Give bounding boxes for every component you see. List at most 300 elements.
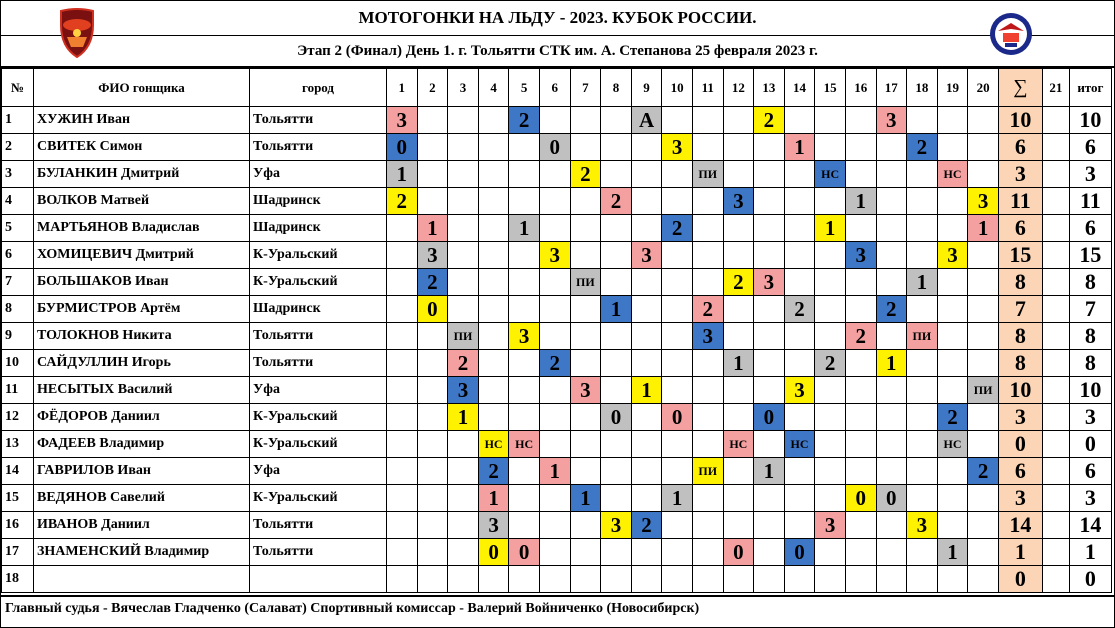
rider-sum: 6: [998, 458, 1042, 485]
rider-row: [2, 512, 1112, 539]
heat-result-cell: 0: [876, 485, 907, 512]
heat-21-cell: [1042, 458, 1069, 485]
rider-city: К-Уральский: [250, 485, 387, 512]
heat-empty-cell: [387, 323, 418, 350]
heat-empty-cell: [417, 512, 448, 539]
header-heat: 17: [876, 69, 907, 107]
heat-empty-cell: [968, 485, 999, 512]
heat-empty-cell: [448, 458, 479, 485]
heat-empty-cell: [784, 107, 815, 134]
heat-result-cell: 1: [907, 269, 938, 296]
heat-empty-cell: [631, 296, 662, 323]
heat-empty-cell: [601, 107, 632, 134]
rider-name: ЗНАМЕНСКИЙ Владимир: [34, 539, 250, 566]
heat-result-cell: 3: [907, 512, 938, 539]
heat-21-cell: [1042, 296, 1069, 323]
heat-empty-cell: [815, 269, 846, 296]
heat-empty-cell: [937, 323, 968, 350]
heat-result-cell: 3: [417, 242, 448, 269]
heat-result-cell: ПИ: [968, 377, 999, 404]
heat-empty-cell: [754, 134, 785, 161]
heat-empty-cell: [631, 161, 662, 188]
heat-empty-cell: [845, 134, 876, 161]
heat-result-cell: 2: [539, 350, 570, 377]
heat-empty-cell: [448, 242, 479, 269]
heat-result-cell: 2: [784, 296, 815, 323]
heat-empty-cell: [876, 269, 907, 296]
heat-empty-cell: [478, 566, 509, 593]
heat-empty-cell: [539, 188, 570, 215]
heat-empty-cell: [784, 269, 815, 296]
heat-empty-cell: [692, 566, 723, 593]
heat-empty-cell: [387, 269, 418, 296]
heat-empty-cell: [448, 485, 479, 512]
heat-21-cell: [1042, 242, 1069, 269]
heat-empty-cell: [570, 458, 601, 485]
heat-empty-cell: [692, 134, 723, 161]
heat-empty-cell: [570, 512, 601, 539]
heat-empty-cell: [815, 323, 846, 350]
heat-empty-cell: [539, 107, 570, 134]
heat-empty-cell: [509, 296, 540, 323]
heat-result-cell: 3: [662, 134, 693, 161]
rider-total: 8: [1069, 269, 1111, 296]
rider-row: [2, 458, 1112, 485]
rider-total: 14: [1069, 512, 1111, 539]
rider-total: 8: [1069, 350, 1111, 377]
heat-empty-cell: [448, 134, 479, 161]
heat-empty-cell: [937, 485, 968, 512]
heat-empty-cell: [815, 485, 846, 512]
rider-sum: 3: [998, 404, 1042, 431]
heat-empty-cell: [509, 242, 540, 269]
heat-empty-cell: [723, 404, 754, 431]
heat-empty-cell: [570, 404, 601, 431]
heat-result-cell: 0: [601, 404, 632, 431]
heat-empty-cell: [692, 404, 723, 431]
heat-empty-cell: [417, 134, 448, 161]
heat-result-cell: 1: [478, 485, 509, 512]
heat-empty-cell: [448, 539, 479, 566]
heat-empty-cell: [387, 242, 418, 269]
heat-empty-cell: [539, 296, 570, 323]
heat-empty-cell: [448, 215, 479, 242]
heat-empty-cell: [876, 566, 907, 593]
heat-empty-cell: [631, 485, 662, 512]
rider-row: [2, 377, 1112, 404]
heat-empty-cell: [723, 242, 754, 269]
heat-empty-cell: [784, 512, 815, 539]
heat-result-cell: 3: [845, 242, 876, 269]
heat-empty-cell: [478, 188, 509, 215]
rider-name: ТОЛОКНОВ Никита: [34, 323, 250, 350]
header-row: [2, 69, 1112, 107]
heat-21-cell: [1042, 377, 1069, 404]
heat-empty-cell: [509, 161, 540, 188]
heat-result-cell: 0: [539, 134, 570, 161]
heat-empty-cell: [723, 161, 754, 188]
heat-result-cell: 1: [601, 296, 632, 323]
rider-name: СВИТЕК Симон: [34, 134, 250, 161]
heat-result-cell: НС: [937, 161, 968, 188]
heat-empty-cell: [601, 161, 632, 188]
rider-total: 3: [1069, 161, 1111, 188]
rider-sum: 15: [998, 242, 1042, 269]
heat-empty-cell: [539, 566, 570, 593]
heat-empty-cell: [692, 431, 723, 458]
heat-result-cell: 1: [815, 215, 846, 242]
heat-empty-cell: [907, 566, 938, 593]
rider-city: К-Уральский: [250, 242, 387, 269]
heat-empty-cell: [692, 539, 723, 566]
heat-empty-cell: [417, 107, 448, 134]
rider-name: САЙДУЛЛИН Игорь: [34, 350, 250, 377]
heat-empty-cell: [601, 458, 632, 485]
heat-result-cell: НС: [478, 431, 509, 458]
heat-empty-cell: [631, 134, 662, 161]
heat-empty-cell: [570, 215, 601, 242]
heat-empty-cell: [692, 377, 723, 404]
rider-number: 5: [2, 215, 34, 242]
heat-empty-cell: [387, 539, 418, 566]
heat-result-cell: 0: [662, 404, 693, 431]
heat-empty-cell: [417, 539, 448, 566]
heat-result-cell: 0: [723, 539, 754, 566]
heat-empty-cell: [631, 350, 662, 377]
heat-empty-cell: [845, 539, 876, 566]
rider-row: [2, 431, 1112, 458]
rider-number: 7: [2, 269, 34, 296]
heat-empty-cell: [815, 296, 846, 323]
heat-empty-cell: [539, 404, 570, 431]
heat-empty-cell: [478, 323, 509, 350]
heat-result-cell: 0: [754, 404, 785, 431]
rider-sum: 0: [998, 431, 1042, 458]
heat-result-cell: 1: [448, 404, 479, 431]
rider-total: 1: [1069, 539, 1111, 566]
heat-result-cell: 0: [509, 539, 540, 566]
heat-empty-cell: [662, 188, 693, 215]
heat-empty-cell: [723, 107, 754, 134]
heat-empty-cell: [815, 539, 846, 566]
heat-empty-cell: [631, 269, 662, 296]
rider-number: 13: [2, 431, 34, 458]
heat-empty-cell: [448, 269, 479, 296]
header-heat: 3: [448, 69, 479, 107]
heat-result-cell: 2: [968, 458, 999, 485]
heat-21-cell: [1042, 323, 1069, 350]
heat-empty-cell: [876, 323, 907, 350]
heat-empty-cell: [845, 566, 876, 593]
heat-empty-cell: [509, 377, 540, 404]
heat-result-cell: 2: [417, 269, 448, 296]
heat-21-cell: [1042, 134, 1069, 161]
heat-empty-cell: [539, 269, 570, 296]
rider-sum: 6: [998, 134, 1042, 161]
heat-result-cell: 1: [509, 215, 540, 242]
heat-empty-cell: [448, 161, 479, 188]
heat-empty-cell: [601, 377, 632, 404]
heat-result-cell: 3: [448, 377, 479, 404]
heat-empty-cell: [845, 215, 876, 242]
heat-empty-cell: [723, 215, 754, 242]
heat-empty-cell: [601, 323, 632, 350]
rider-sum: 10: [998, 107, 1042, 134]
rider-row: [2, 350, 1112, 377]
heat-empty-cell: [815, 134, 846, 161]
heat-empty-cell: [478, 161, 509, 188]
page-subtitle: Этап 2 (Финал) День 1. г. Тольятти СТК им. А. Степанова 25 февраля 2023 г.: [1, 36, 1114, 68]
rider-sum: 7: [998, 296, 1042, 323]
heat-empty-cell: [754, 350, 785, 377]
rider-name: ХУЖИН Иван: [34, 107, 250, 134]
heat-empty-cell: [907, 296, 938, 323]
header-heat: 10: [662, 69, 693, 107]
rider-row: [2, 188, 1112, 215]
rider-name: БУРМИСТРОВ Артём: [34, 296, 250, 323]
heat-empty-cell: [570, 134, 601, 161]
header-heat: 15: [815, 69, 846, 107]
heat-empty-cell: [478, 134, 509, 161]
heat-empty-cell: [631, 539, 662, 566]
heat-empty-cell: [845, 377, 876, 404]
heat-result-cell: 1: [845, 188, 876, 215]
rider-city: Шадринск: [250, 296, 387, 323]
rider-row: [2, 323, 1112, 350]
heat-empty-cell: [478, 296, 509, 323]
heat-result-cell: 3: [968, 188, 999, 215]
heat-empty-cell: [601, 431, 632, 458]
rider-total: 10: [1069, 377, 1111, 404]
rider-sum: 14: [998, 512, 1042, 539]
heat-empty-cell: [937, 107, 968, 134]
heat-empty-cell: [968, 512, 999, 539]
heat-result-cell: 2: [815, 350, 846, 377]
heat-empty-cell: [662, 107, 693, 134]
heat-empty-cell: [417, 188, 448, 215]
heat-empty-cell: [937, 188, 968, 215]
heat-empty-cell: [723, 566, 754, 593]
rider-sum: 1: [998, 539, 1042, 566]
heat-empty-cell: [876, 377, 907, 404]
heat-empty-cell: [907, 377, 938, 404]
heat-empty-cell: [570, 296, 601, 323]
heat-empty-cell: [907, 242, 938, 269]
heat-result-cell: 2: [570, 161, 601, 188]
heat-result-cell: 2: [692, 296, 723, 323]
heat-21-cell: [1042, 404, 1069, 431]
heat-result-cell: 1: [539, 458, 570, 485]
heat-result-cell: 1: [631, 377, 662, 404]
heat-empty-cell: [907, 350, 938, 377]
rider-city: Уфа: [250, 377, 387, 404]
heat-empty-cell: [968, 134, 999, 161]
heat-empty-cell: [968, 431, 999, 458]
heat-empty-cell: [754, 161, 785, 188]
heat-empty-cell: [662, 269, 693, 296]
heat-empty-cell: [478, 350, 509, 377]
heat-empty-cell: [692, 242, 723, 269]
heat-empty-cell: [570, 431, 601, 458]
heat-empty-cell: [754, 188, 785, 215]
rider-sum: 0: [998, 566, 1042, 593]
heat-empty-cell: [448, 296, 479, 323]
rider-city: Тольятти: [250, 350, 387, 377]
heat-result-cell: НС: [784, 431, 815, 458]
heat-empty-cell: [723, 377, 754, 404]
heat-result-cell: 2: [876, 296, 907, 323]
heat-empty-cell: [876, 161, 907, 188]
rider-city: К-Уральский: [250, 269, 387, 296]
heat-result-cell: 2: [478, 458, 509, 485]
heat-empty-cell: [539, 377, 570, 404]
rider-row: [2, 566, 1112, 593]
header-heat: 16: [845, 69, 876, 107]
heat-empty-cell: [539, 512, 570, 539]
heat-result-cell: ПИ: [570, 269, 601, 296]
header-num: №: [2, 69, 34, 107]
heat-empty-cell: [845, 107, 876, 134]
heat-empty-cell: [907, 404, 938, 431]
rider-row: [2, 161, 1112, 188]
results-body: [2, 107, 1112, 593]
heat-result-cell: 1: [968, 215, 999, 242]
heat-empty-cell: [509, 134, 540, 161]
heat-empty-cell: [478, 404, 509, 431]
heat-empty-cell: [387, 512, 418, 539]
heat-empty-cell: [815, 107, 846, 134]
heat-empty-cell: [876, 512, 907, 539]
heat-empty-cell: [907, 539, 938, 566]
header-heat: 14: [784, 69, 815, 107]
heat-result-cell: 2: [448, 350, 479, 377]
heat-empty-cell: [754, 215, 785, 242]
heat-empty-cell: [876, 188, 907, 215]
heat-empty-cell: [387, 215, 418, 242]
heat-empty-cell: [876, 539, 907, 566]
rider-sum: 8: [998, 269, 1042, 296]
rider-number: 9: [2, 323, 34, 350]
heat-result-cell: 2: [631, 512, 662, 539]
heat-empty-cell: [937, 296, 968, 323]
heat-empty-cell: [968, 404, 999, 431]
heat-empty-cell: [387, 458, 418, 485]
heat-empty-cell: [539, 161, 570, 188]
heat-empty-cell: [876, 242, 907, 269]
rider-total: 0: [1069, 566, 1111, 593]
heat-empty-cell: [723, 323, 754, 350]
heat-empty-cell: [754, 323, 785, 350]
heat-empty-cell: [570, 350, 601, 377]
heat-result-cell: 0: [478, 539, 509, 566]
heat-empty-cell: [907, 431, 938, 458]
rider-number: 8: [2, 296, 34, 323]
heat-empty-cell: [662, 431, 693, 458]
heat-empty-cell: [478, 215, 509, 242]
header-heat: 6: [539, 69, 570, 107]
heat-empty-cell: [662, 161, 693, 188]
header-heat: 2: [417, 69, 448, 107]
rider-total: 0: [1069, 431, 1111, 458]
heat-empty-cell: [631, 404, 662, 431]
heat-result-cell: 1: [417, 215, 448, 242]
rider-number: 16: [2, 512, 34, 539]
heat-result-cell: НС: [723, 431, 754, 458]
header-sum: ∑: [998, 69, 1042, 107]
page-title: МОТОГОНКИ НА ЛЬДУ - 2023. КУБОК РОССИИ.: [1, 1, 1114, 36]
heat-empty-cell: [509, 512, 540, 539]
header-heat: 13: [754, 69, 785, 107]
heat-empty-cell: [509, 566, 540, 593]
header-heat: 19: [937, 69, 968, 107]
heat-result-cell: 2: [907, 134, 938, 161]
rider-row: [2, 296, 1112, 323]
heat-empty-cell: [509, 188, 540, 215]
heat-empty-cell: [876, 404, 907, 431]
heat-21-cell: [1042, 566, 1069, 593]
heat-empty-cell: [784, 350, 815, 377]
heat-empty-cell: [692, 269, 723, 296]
heat-empty-cell: [631, 566, 662, 593]
heat-empty-cell: [387, 296, 418, 323]
heat-empty-cell: [784, 161, 815, 188]
heat-result-cell: 0: [845, 485, 876, 512]
heat-empty-cell: [754, 566, 785, 593]
rider-total: 11: [1069, 188, 1111, 215]
event-logo: [53, 7, 101, 59]
heat-result-cell: 1: [937, 539, 968, 566]
heat-empty-cell: [968, 242, 999, 269]
heat-empty-cell: [723, 512, 754, 539]
heat-empty-cell: [662, 458, 693, 485]
heat-empty-cell: [417, 377, 448, 404]
rider-city: Тольятти: [250, 323, 387, 350]
rider-name: ХОМИЦЕВИЧ Дмитрий: [34, 242, 250, 269]
heat-empty-cell: [754, 296, 785, 323]
heat-empty-cell: [509, 350, 540, 377]
heat-empty-cell: [448, 566, 479, 593]
heat-empty-cell: [845, 350, 876, 377]
rider-row: [2, 134, 1112, 161]
heat-empty-cell: [417, 485, 448, 512]
heat-result-cell: 3: [478, 512, 509, 539]
heat-result-cell: А: [631, 107, 662, 134]
heat-empty-cell: [539, 323, 570, 350]
rider-city: Тольятти: [250, 512, 387, 539]
heat-result-cell: НС: [815, 161, 846, 188]
heat-empty-cell: [754, 377, 785, 404]
rider-row: [2, 107, 1112, 134]
heat-empty-cell: [387, 377, 418, 404]
rider-number: 17: [2, 539, 34, 566]
heat-21-cell: [1042, 512, 1069, 539]
heat-empty-cell: [692, 215, 723, 242]
rider-city: Уфа: [250, 161, 387, 188]
heat-empty-cell: [601, 242, 632, 269]
heat-empty-cell: [937, 134, 968, 161]
heat-empty-cell: [417, 458, 448, 485]
heat-empty-cell: [662, 566, 693, 593]
heat-21-cell: [1042, 431, 1069, 458]
rider-number: 12: [2, 404, 34, 431]
heat-empty-cell: [601, 485, 632, 512]
heat-empty-cell: [968, 566, 999, 593]
heat-result-cell: 3: [539, 242, 570, 269]
heat-empty-cell: [662, 512, 693, 539]
heat-21-cell: [1042, 188, 1069, 215]
rider-city: К-Уральский: [250, 431, 387, 458]
rider-total: 3: [1069, 404, 1111, 431]
